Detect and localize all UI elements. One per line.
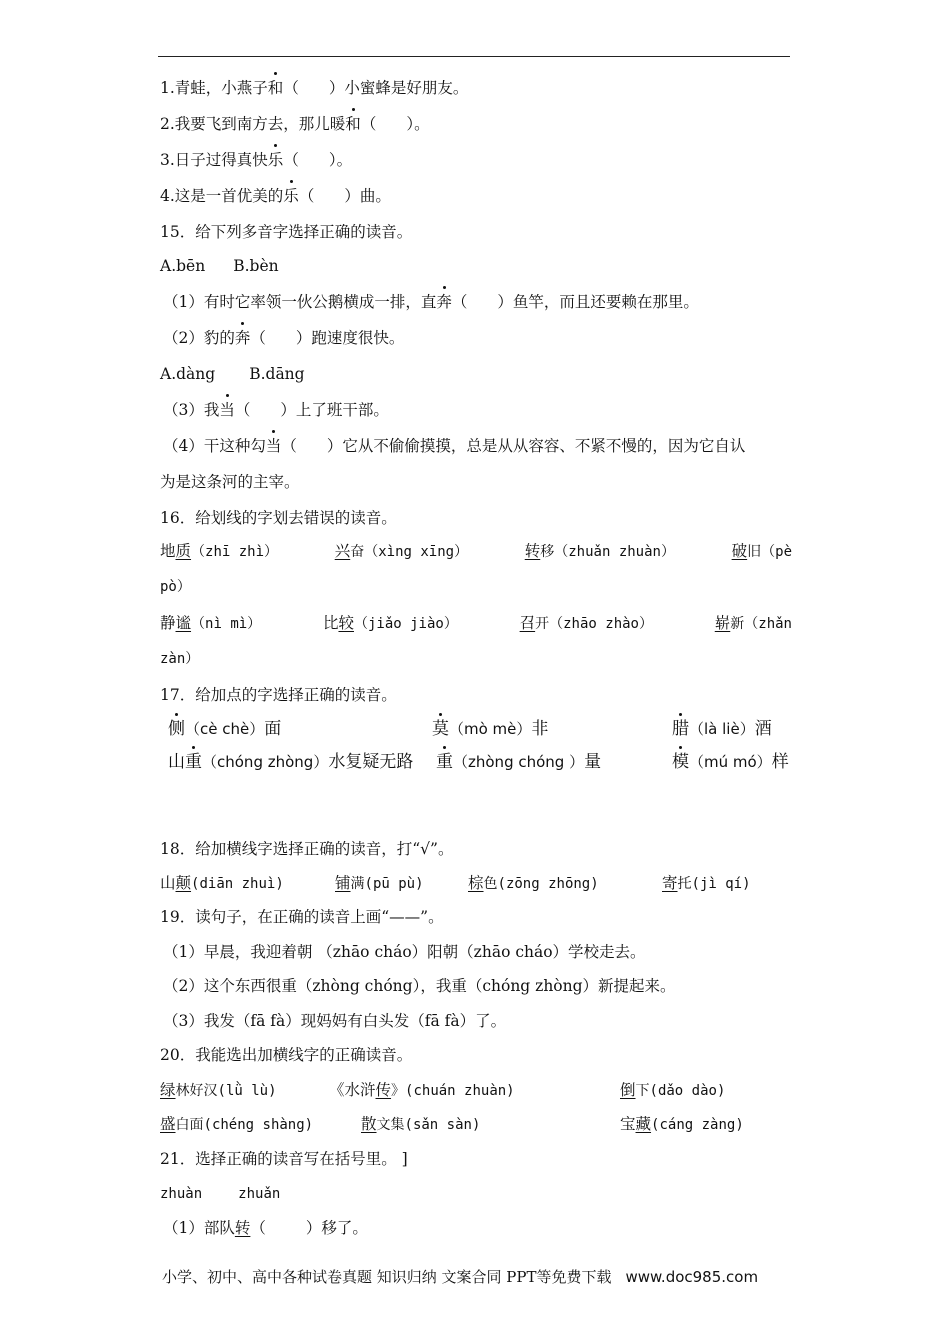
q17-title: 17．给加点的字选择正确的读音。 [160, 686, 397, 704]
q16-row-1-cont: pò） [160, 579, 191, 595]
option: B.bèn [233, 257, 279, 275]
q17-item [168, 719, 281, 739]
q17-item [436, 752, 601, 772]
q20-item [620, 1080, 725, 1101]
q20-item [361, 1114, 480, 1135]
pinyin: （mú mó） [689, 753, 772, 771]
q17-item [432, 719, 548, 739]
q16-title: 16．给划线的字划去错误的读音。 [160, 509, 397, 527]
q16-item [520, 613, 653, 634]
pinyin: 奋（xìng xīng） [350, 544, 469, 560]
underlined-char: 转 [524, 542, 541, 560]
dotted-char: 当 [265, 437, 282, 455]
dotted-char: 当 [219, 401, 235, 419]
text: （4）干这种勾 [163, 437, 266, 455]
pinyin: (cáng zàng) [651, 1117, 744, 1133]
underlined-char: 盛 [160, 1115, 176, 1133]
q15-options-2 [160, 364, 305, 384]
text: ）跑速度很快。 [295, 329, 405, 347]
q16-row-2-cont: zàn） [160, 651, 200, 667]
pinyin: （là liè） [689, 720, 755, 738]
text: （ [281, 437, 297, 455]
text: ）移了。 [305, 1219, 368, 1237]
option: A.dàng [160, 365, 216, 383]
pinyin: 开（zhāo zhào） [535, 616, 653, 632]
text: （ [298, 187, 315, 205]
underlined-char: 质 [175, 542, 192, 560]
underlined-char: 棕 [468, 874, 484, 892]
q15-options-1 [160, 256, 279, 276]
q16-item [160, 613, 261, 634]
pinyin: 托(jì qí) [677, 876, 751, 892]
q14-item-4 [160, 186, 391, 206]
q21-title: 21．选择正确的读音写在括号里。 ] [160, 1150, 408, 1168]
q19-item-3: （3）我发（fā fà）现妈妈有白头发（fā fà）了。 [163, 1012, 507, 1030]
footer [162, 1266, 758, 1287]
text: 地 [160, 542, 176, 560]
text: （ [360, 115, 377, 133]
pinyin: （cè chè） [185, 720, 265, 738]
dotted-char: 奔 [436, 293, 452, 311]
text: 宝 [620, 1115, 636, 1133]
underlined-char: 寄 [662, 874, 678, 892]
q19-item-1: （1）早晨，我迎着朝 （zhāo cháo）阳朝（zhāo cháo）学校走去。 [163, 943, 646, 961]
underlined-char: 兴 [334, 542, 351, 560]
dotted-char: 和 [267, 79, 284, 97]
q20-item [620, 1114, 744, 1135]
q21-item-1 [163, 1218, 368, 1238]
dotted-char: 乐 [267, 151, 284, 169]
text: ）上了班干部。 [280, 401, 389, 419]
text: 比 [322, 614, 339, 632]
underlined-char: 召 [519, 614, 536, 632]
text: （ [250, 1219, 266, 1237]
underlined-char: 散 [361, 1115, 377, 1133]
q18-item [662, 873, 751, 894]
pinyin: 新（zhǎn [730, 616, 792, 632]
text: ）鱼竿，而且还要赖在那里。 [497, 293, 699, 311]
q18-item [160, 873, 284, 894]
option: A.bēn [160, 257, 206, 275]
header-rule [158, 56, 790, 57]
pinyin: 移（zhuǎn zhuàn） [540, 544, 675, 560]
text: 非 [531, 719, 549, 739]
underlined-char: 崭 [714, 614, 731, 632]
q20-title: 20．我能选出加横线字的正确读音。 [160, 1046, 413, 1064]
q16-item [732, 541, 792, 562]
underlined-char: 铺 [335, 874, 351, 892]
dotted-char: 模 [672, 752, 689, 772]
text: 2.我要飞到南方去，那儿暖 [160, 115, 346, 133]
pinyin: （nì mì） [191, 616, 262, 632]
q17-item [672, 752, 789, 772]
pinyin: 文集(sǎn sàn) [376, 1117, 481, 1133]
text: （3）我 [163, 401, 220, 419]
pinyin: 旧（pè [747, 544, 792, 560]
text: 山 [168, 752, 185, 772]
pinyin: 白面(chéng shàng) [175, 1117, 314, 1133]
text: （1）部队 [163, 1219, 235, 1237]
underlined-char: 绿 [160, 1081, 176, 1099]
text: （ [250, 329, 266, 347]
q18-item [335, 873, 424, 894]
pinyin: （chóng zhòng） [202, 753, 329, 771]
text: ）它从不偷偷摸摸，总是从从容容、不紧不慢的，因为它自认 [326, 437, 746, 455]
text: 《水浒 [329, 1081, 376, 1099]
pinyin: （jiǎo jiào） [353, 616, 458, 632]
q14-item-2 [160, 114, 430, 134]
q21-options [160, 1184, 280, 1204]
q16-item [335, 541, 468, 562]
text: 面 [264, 719, 282, 739]
underlined-char: 传 [375, 1081, 392, 1099]
q18-title: 18．给加横线字选择正确的读音，打“√”。 [160, 840, 454, 858]
dotted-char: 腊 [672, 719, 689, 739]
dotted-char: 侧 [168, 719, 185, 739]
pinyin: 下(dǎo dào) [635, 1083, 726, 1099]
q14-item-3 [160, 150, 352, 170]
q19-title: 19．读句子，在正确的读音上画“——”。 [160, 908, 444, 926]
text: 酒 [754, 719, 772, 739]
underlined-char: 较 [338, 614, 354, 632]
q16-item [160, 541, 278, 562]
pinyin: (diān zhuì) [191, 876, 284, 892]
text: （ [451, 293, 468, 311]
q15-title: 15．给下列多音字选择正确的读音。 [160, 223, 413, 241]
footer-link[interactable]: www.doc985.com [625, 1268, 759, 1286]
q14-item-1 [160, 78, 468, 98]
dotted-char: 莫 [432, 719, 449, 739]
text: ）小蜜蜂是好朋友。 [328, 79, 469, 97]
text: （ [283, 79, 299, 97]
pinyin: 林好汉(lǜ lù) [175, 1083, 277, 1099]
q16-item [323, 613, 458, 634]
pinyin: （zhī zhì） [191, 544, 279, 560]
pinyin: （mò mè） [449, 720, 532, 738]
underlined-char: 谧 [175, 614, 192, 632]
text: ）。 [328, 151, 353, 169]
pinyin: 满(pū pù) [350, 876, 424, 892]
option: B.dāng [249, 365, 305, 383]
text: （2）豹的 [163, 329, 235, 347]
underlined-char: 倒 [620, 1081, 636, 1099]
q17-item [168, 752, 413, 772]
text: 1.青蛙，小燕子 [160, 79, 268, 97]
dotted-char: 重 [185, 752, 202, 772]
q17-item [672, 719, 772, 739]
text: 水复疑无路 [328, 752, 414, 772]
text: （ [234, 401, 251, 419]
option: zhuǎn [238, 1186, 281, 1202]
underlined-char: 破 [731, 542, 748, 560]
text: 样 [771, 752, 789, 772]
underlined-char: 颠 [175, 874, 192, 892]
pinyin: （zhòng chóng ） [453, 753, 585, 771]
q20-item [329, 1080, 515, 1101]
q15-item-4-cont: 为是这条河的主宰。 [160, 473, 300, 491]
option: zhuàn [160, 1186, 203, 1202]
q20-item [160, 1114, 313, 1135]
underlined-char: 转 [234, 1219, 251, 1237]
q15-item-1 [163, 292, 699, 312]
underlined-char: 藏 [635, 1115, 652, 1133]
q19-item-2: （2）这个东西很重（zhòng chóng），我重（chóng zhòng）新提起来。 [163, 977, 676, 995]
text: （1）有时它率领一伙公鹅横成一排，直 [163, 293, 437, 311]
q18-item [468, 873, 599, 894]
dotted-char: 和 [345, 115, 361, 133]
text: 山 [160, 874, 176, 892]
dotted-char: 乐 [283, 187, 299, 205]
q15-item-4 [163, 436, 745, 456]
pinyin: 色(zōng zhōng) [483, 876, 599, 892]
q16-row-2 [160, 613, 792, 634]
text: ）曲。 [344, 187, 391, 205]
q16-row-1 [160, 541, 792, 562]
text: ）。 [406, 115, 430, 133]
text: 3.日子过得真快 [160, 151, 268, 169]
text: （ [283, 151, 299, 169]
q15-item-2 [163, 328, 404, 348]
text: 4.这是一首优美的 [160, 187, 284, 205]
text: 量 [584, 752, 602, 772]
q15-item-3 [163, 400, 389, 420]
dotted-char: 奔 [234, 329, 251, 347]
q20-item [160, 1080, 277, 1101]
dotted-char: 重 [436, 752, 453, 772]
pinyin: 》(chuán zhuàn) [391, 1083, 515, 1099]
q16-item [715, 613, 792, 634]
text: 静 [160, 614, 176, 632]
q16-item [525, 541, 675, 562]
footer-text: 小学、初中、高中各种试卷真题 知识归纳 文案合同 PPT等免费下载 [162, 1268, 612, 1286]
